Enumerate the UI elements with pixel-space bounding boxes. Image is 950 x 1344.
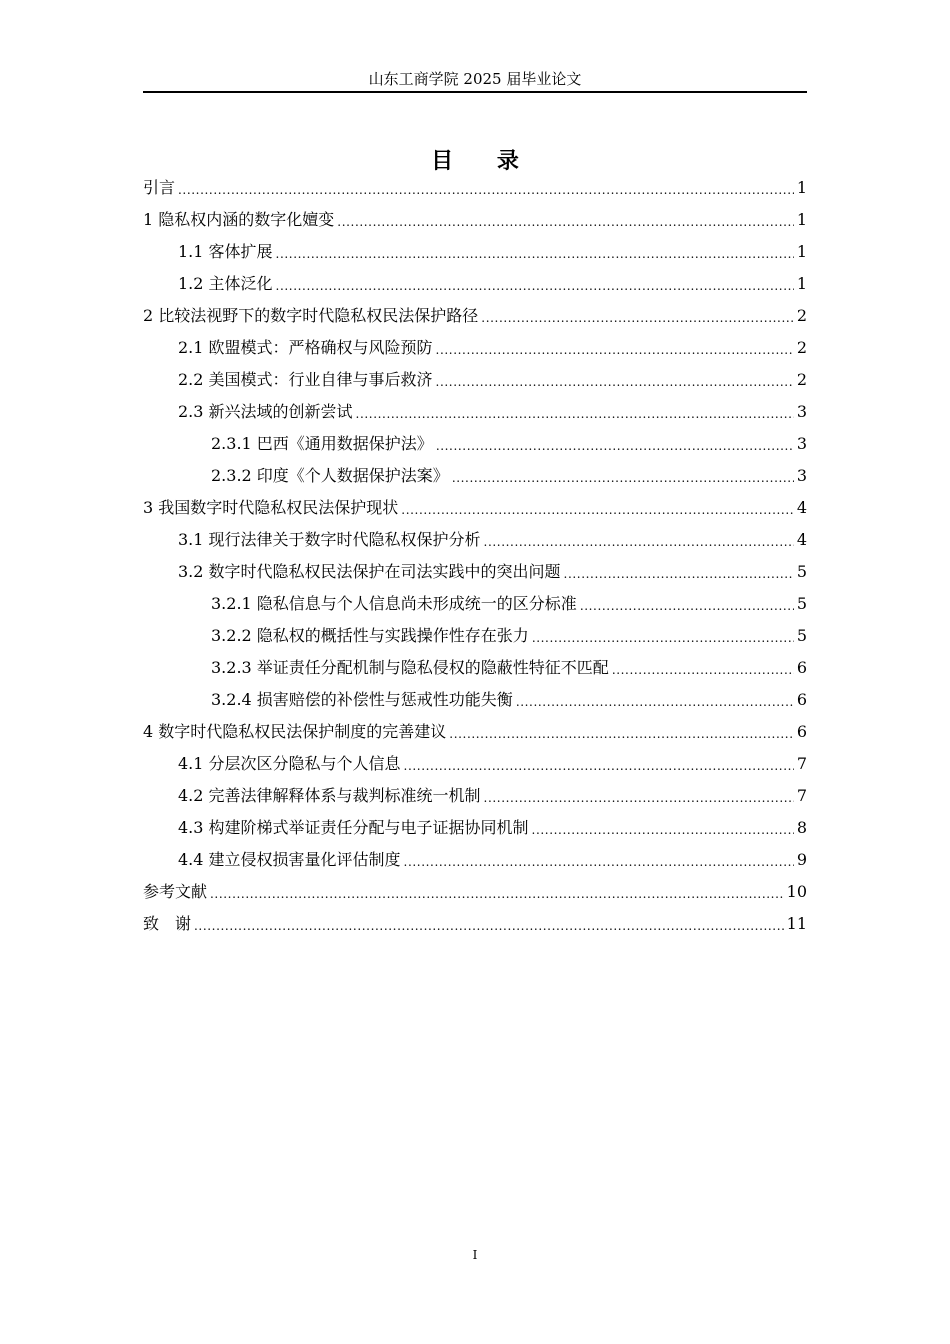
toc-entry-title: 4.1 分层次区分隐私与个人信息 (178, 754, 401, 773)
toc-entry[interactable] (143, 556, 807, 588)
toc-entry-title: 4.2 完善法律解释体系与裁判标准统一机制 (178, 786, 481, 805)
toc-entry[interactable] (143, 588, 807, 620)
toc-dot-leader (194, 916, 784, 936)
toc-entry-title: 4.3 构建阶梯式举证责任分配与电子证据协同机制 (178, 818, 529, 837)
toc-entry-page: 2 (796, 370, 807, 389)
toc-dot-leader (481, 308, 794, 328)
toc-entry-page: 8 (796, 818, 807, 837)
toc-entry-page: 1 (796, 242, 807, 261)
toc-entry-page: 4 (796, 530, 807, 549)
toc-entry[interactable] (143, 268, 807, 300)
header-rule (143, 91, 807, 93)
toc-dot-leader (404, 756, 794, 776)
toc-entry-title: 1 隐私权内涵的数字化嬗变 (143, 210, 335, 229)
toc-entry[interactable] (143, 300, 807, 332)
toc-entry-page: 1 (796, 178, 807, 197)
toc-entry-title: 2.1 欧盟模式：严格确权与风险预防 (178, 338, 433, 357)
toc-entry-page: 5 (796, 626, 807, 645)
toc-entry-title: 2.3 新兴法域的创新尝试 (178, 402, 353, 421)
toc-entry-title: 参考文献 (143, 882, 208, 901)
toc-dot-leader (516, 692, 794, 712)
toc-entry-page: 2 (796, 338, 807, 357)
toc-entry-title: 2.2 美国模式：行业自律与事后救济 (178, 370, 433, 389)
toc-title: 目 录 (431, 148, 537, 174)
toc-entry-page: 2 (796, 306, 807, 325)
toc-entry-title: 引言 (143, 178, 176, 197)
toc-dot-leader (436, 340, 794, 360)
toc-entry[interactable] (143, 524, 807, 556)
toc-entry-page: 9 (796, 850, 807, 869)
toc-entry[interactable] (143, 748, 807, 780)
toc-entry-page: 7 (796, 786, 807, 805)
toc-entry[interactable] (143, 460, 807, 492)
toc-entry[interactable] (143, 684, 807, 716)
running-header: 山东工商学院 2025 届毕业论文 (368, 70, 582, 88)
toc-dot-leader (401, 500, 794, 520)
toc-entry-page: 5 (796, 594, 807, 613)
toc-entry-page: 7 (796, 754, 807, 773)
toc-dot-leader (436, 436, 794, 456)
toc-entry[interactable] (143, 236, 807, 268)
toc-dot-leader (484, 788, 794, 808)
toc-entry[interactable] (143, 812, 807, 844)
toc-entry-page: 3 (796, 402, 807, 421)
toc-entry[interactable] (143, 364, 807, 396)
toc-entry-page: 1 (796, 274, 807, 293)
toc-entry-title: 1.1 客体扩展 (178, 242, 273, 261)
toc-entry-page: 5 (796, 562, 807, 581)
toc-entry-page: 10 (786, 882, 807, 901)
toc-entry-title: 3 我国数字时代隐私权民法保护现状 (143, 498, 399, 517)
toc-entry-page: 11 (786, 914, 807, 933)
toc-entry-page: 3 (796, 466, 807, 485)
toc-entry-page: 1 (796, 210, 807, 229)
table-of-contents (143, 172, 807, 940)
toc-entry-title: 2.3.2 印度《个人数据保护法案》 (211, 466, 449, 485)
toc-dot-leader (356, 404, 794, 424)
toc-entry-page: 6 (796, 690, 807, 709)
toc-entry-title: 4.4 建立侵权损害量化评估制度 (178, 850, 401, 869)
toc-dot-leader (178, 180, 794, 200)
toc-dot-leader (564, 564, 794, 584)
toc-dot-leader (452, 468, 794, 488)
toc-entry-title: 3.1 现行法律关于数字时代隐私权保护分析 (178, 530, 481, 549)
toc-entry[interactable] (143, 908, 807, 940)
toc-entry[interactable] (143, 652, 807, 684)
toc-entry[interactable] (143, 876, 807, 908)
toc-entry[interactable] (143, 780, 807, 812)
page-number: I (472, 1248, 478, 1262)
toc-dot-leader (337, 212, 794, 232)
toc-entry-title: 3.2.2 隐私权的概括性与实践操作性存在张力 (211, 626, 529, 645)
toc-dot-leader (276, 276, 794, 296)
toc-dot-leader (532, 628, 794, 648)
toc-dot-leader (210, 884, 784, 904)
toc-entry-title: 2.3.1 巴西《通用数据保护法》 (211, 434, 433, 453)
toc-entry-title: 3.2 数字时代隐私权民法保护在司法实践中的突出问题 (178, 562, 561, 581)
toc-entry-title: 3.2.1 隐私信息与个人信息尚未形成统一的区分标准 (211, 594, 577, 613)
toc-entry-title: 3.2.3 举证责任分配机制与隐私侵权的隐蔽性特征不匹配 (211, 658, 609, 677)
toc-entry-title: 2 比较法视野下的数字时代隐私权民法保护路径 (143, 306, 479, 325)
toc-entry[interactable] (143, 492, 807, 524)
toc-entry[interactable] (143, 172, 807, 204)
toc-entry-page: 6 (796, 658, 807, 677)
toc-entry[interactable] (143, 332, 807, 364)
toc-entry[interactable] (143, 204, 807, 236)
toc-entry[interactable] (143, 620, 807, 652)
toc-dot-leader (484, 532, 794, 552)
toc-entry[interactable] (143, 716, 807, 748)
toc-entry[interactable] (143, 396, 807, 428)
toc-entry-page: 4 (796, 498, 807, 517)
toc-dot-leader (449, 724, 794, 744)
toc-entry-title: 3.2.4 损害赔偿的补偿性与惩戒性功能失衡 (211, 690, 513, 709)
toc-entry-title: 4 数字时代隐私权民法保护制度的完善建议 (143, 722, 447, 741)
toc-entry[interactable] (143, 428, 807, 460)
toc-dot-leader (404, 852, 794, 872)
toc-dot-leader (276, 244, 794, 264)
toc-entry[interactable] (143, 844, 807, 876)
toc-dot-leader (612, 660, 794, 680)
toc-entry-page: 6 (796, 722, 807, 741)
toc-dot-leader (532, 820, 794, 840)
toc-dot-leader (580, 596, 794, 616)
toc-dot-leader (436, 372, 794, 392)
toc-entry-title: 致 谢 (143, 914, 192, 933)
toc-entry-title: 1.2 主体泛化 (178, 274, 273, 293)
toc-entry-page: 3 (796, 434, 807, 453)
